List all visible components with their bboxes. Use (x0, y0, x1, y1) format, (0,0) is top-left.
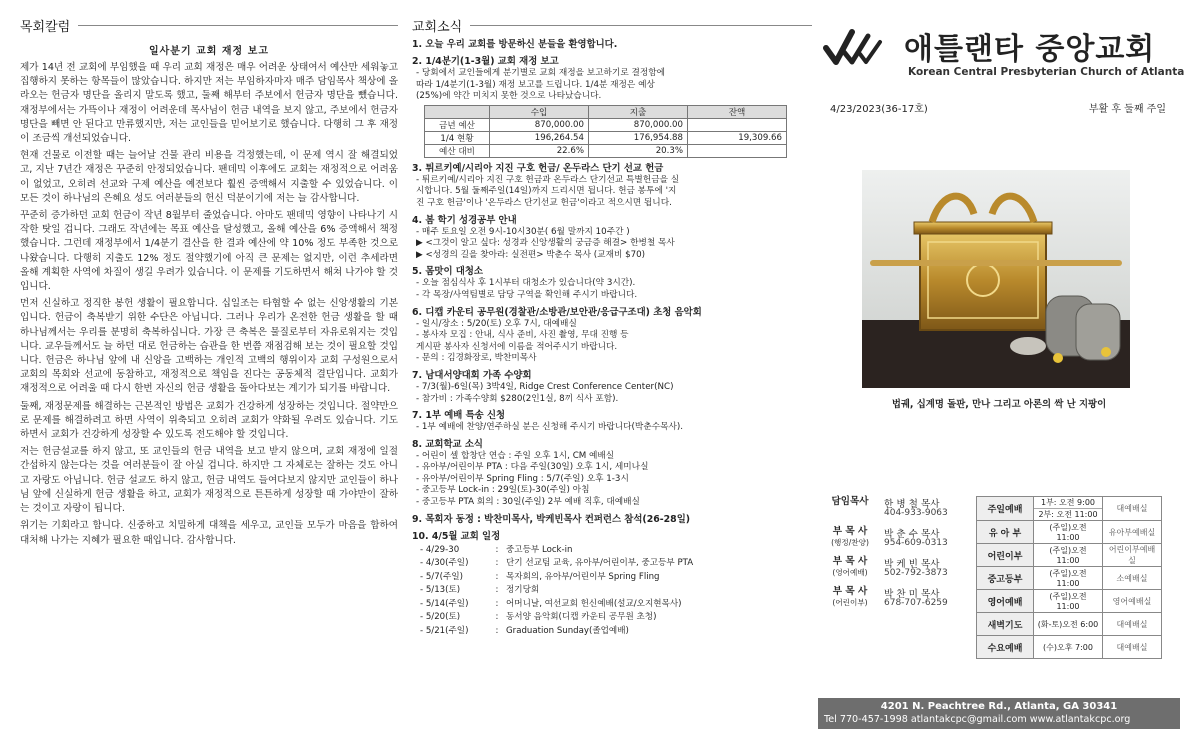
finance-cell (688, 118, 787, 131)
church-name-english: Korean Central Presbyterian Church of Atlanta (908, 66, 1185, 78)
news-item-line: - 유아부/어린이부 Spring Fling : 5/7(주일) 오후 1-3시 (416, 473, 629, 484)
worship-row (977, 544, 1162, 567)
staff-role-detail: (행정/찬양) (831, 538, 869, 547)
news-item-line: 시합니다. 5월 둘째주일(14일)까지 드리시면 됩니다. 헌금 봉투에 '지 (416, 186, 677, 197)
finance-table (424, 105, 787, 158)
finance-cell: 870,000.00 (589, 118, 688, 131)
schedule-event: 단기 선교팀 교육, 유아부/어린이부, 중고등부 PTA (506, 558, 694, 569)
schedule-event: 어머니날, 여선교회 헌신예배(설교/오지현목사) (506, 598, 682, 609)
worship-time: (주일)오전 11:00 (1034, 521, 1103, 544)
church-logo-icon (822, 26, 884, 70)
news-item-line: - 당회에서 교인들에게 분기별로 교회 재정을 보고하기로 결정함에 (416, 68, 666, 78)
finance-cell (688, 144, 787, 157)
news-item (412, 369, 812, 405)
church-info (818, 0, 1185, 729)
paragraph: 제가 14년 전 교회에 부임했을 때 우리 교회 재정은 매우 어려운 상태여서 예산만 세워놓고 집행하지 못하는 항목들이 많았습니다. 하지만 저는 부임하자마자 매주 담임목사 책상에 올라오는 헌금자 명단을 올리지 말도록 했고, 둘째 해부터 주보에서 헌금자 명단을 뺐습니다. 재정부에서는 가뜩이나 재정이 어려운데 목사님이 헌금 내역을 보지 않고, 주보에서 헌금자 명단을 빼면 안 된다고 만류했지만, 저는 교인들을 믿어보기로 했습니다. 다행히 그 후 재정이 조금씩 개선되었습니다. (20, 62, 398, 145)
news-item (412, 55, 812, 103)
worship-place: 대예배실 (1103, 636, 1162, 659)
header-rule (412, 25, 812, 26)
news-item-line: - 매주 토요일 오전 9시-10시30분( 6월 말까지 10주간 ) (416, 226, 630, 237)
worship-place: 유아부예배실 (1103, 521, 1162, 544)
news-item-line: 진 구호 헌금'이나 '온두라스 단기선교 헌금'이라고 적으시면 됩니다. (416, 197, 672, 208)
schedule-row (414, 612, 693, 624)
schedule-row (414, 572, 693, 584)
schedule-row (414, 585, 693, 597)
staff-phone: 678-707-6259 (884, 598, 948, 608)
schedule-separator: : (495, 598, 499, 609)
finance-cell: 19,309.66 (688, 131, 787, 144)
worship-row (977, 567, 1162, 590)
staff-phone: 502-792-3873 (884, 568, 948, 578)
staff-row (824, 526, 976, 556)
finance-cell: 176,954.88 (589, 131, 688, 144)
church-news-header (412, 16, 812, 34)
news-item (412, 306, 812, 365)
pastor-column-header (20, 16, 398, 34)
news-item-title: 7. 남대서양대회 가족 수양회 (412, 369, 532, 381)
news-item-title: 10. 4/5월 교회 일정 (412, 530, 501, 542)
worship-place: 소예배실 (1103, 567, 1162, 590)
schedule-date: - 4/29-30 (420, 544, 460, 555)
church-name-korean: 애틀랜타 중앙교회 (904, 32, 1156, 67)
news-item-title: 7. 1부 예배 특송 신청 (412, 410, 506, 422)
staff-role-title: 담임목사 (831, 496, 869, 507)
staff-row (824, 586, 976, 616)
news-item-line: - 중고등부 Lock-in : 29일(토)-30(주일) 아침 (416, 485, 590, 496)
news-item-title: 3. 튀르키예/시리아 지진 구호 헌금/ 온두라스 단기 선교 헌금 (412, 162, 664, 174)
schedule-date: - 5/20(토) (420, 612, 461, 623)
news-list-top (412, 38, 812, 103)
news-item-title: 5. 몸맛이 대청소 (412, 266, 483, 278)
schedule-row (414, 599, 693, 611)
worship-row (977, 613, 1162, 636)
staff-phone: 954-609-0313 (884, 538, 948, 548)
staff-name: 박 춘 수 목사 (884, 529, 940, 540)
paragraph: 현재 건물로 이전할 때는 늘어날 건물 관리 비용을 걱정했는데, 이 문제 역시 잘 해결되었고, 지난 7년간 재정은 꾸준히 안정되었습니다. 팬데믹 이후에도 교회는 재정적으로 어려움이 없었고, 오히려 선교와 구제 예산을 예전보다 훨씬 증액해서 지출할 수 있었습니다. 이 모든 것이 하나님의 은혜요 성도 여러분들의 헌신 덕분이기에 저는 늘 감사합니다. (20, 150, 398, 204)
staff-role-detail: (영어예배) (832, 568, 868, 577)
pastor-column-label: 목회칼럼 (20, 16, 78, 35)
news-item-title: 6. 디캡 카운티 공무원(경찰관/소방관/보안관/응급구조대) 초청 음악회 (412, 306, 702, 318)
news-item-line: - 문의 : 김경화장로, 박찬미목사 (416, 353, 537, 364)
worship-name: 유 아 부 (977, 521, 1034, 544)
worship-time: (화-토)오전 6:00 (1034, 613, 1103, 636)
finance-cell: 196,264.54 (490, 131, 589, 144)
news-item (412, 530, 812, 543)
finance-header-cell: 지출 (589, 105, 688, 118)
schedule-event: 목자회의, 유아부/어린이부 Spring Fling (506, 571, 660, 582)
worship-time-line: 2부: 오전 11:00 (1038, 510, 1098, 519)
schedule-row (414, 558, 693, 570)
worship-time: (주일)오전 11:00 (1034, 544, 1103, 567)
worship-row (977, 497, 1162, 521)
pastor-column (20, 0, 398, 551)
news-item-line: - 어린이 셀 합창단 연습 : 주일 오후 1시, CM 예배실 (416, 450, 615, 461)
pastor-column-body (20, 61, 398, 548)
news-item-line: - 1부 예배에 찬양/연주하실 분은 신청해 주시기 바랍니다(박춘수목사). (416, 422, 684, 433)
staff-role (824, 586, 876, 608)
news-item (412, 214, 812, 262)
news-item-line: - 봉사자 모집 : 안내, 식사 준비, 사진 촬영, 무대 진행 등 (416, 330, 629, 341)
staff-role-title: 부 목 사 (832, 526, 868, 537)
worship-time (1034, 497, 1103, 521)
schedule-event: 중고등부 Lock-in (506, 544, 573, 555)
news-item-line: - 각 목장/사역팀별로 담당 구역을 확인해 주시기 바랍니다. (416, 289, 638, 300)
worship-name: 수요예배 (977, 636, 1034, 659)
worship-time: (주일)오전 11:00 (1034, 567, 1103, 590)
staff-role (824, 496, 876, 507)
worship-schedule (976, 496, 1162, 659)
news-item-line: ▶ <성경의 길을 찾아라: 실전편> 박춘수 목사 (교재비 $70) (416, 249, 646, 260)
church-footer (818, 698, 1180, 729)
schedule-row (414, 545, 693, 557)
worship-place: 대예배실 (1103, 497, 1162, 521)
staff-role-detail: (어린이부) (832, 598, 868, 607)
schedule-date: - 5/14(주일) (420, 598, 469, 609)
staff-name: 한 병 철 목사 (884, 499, 940, 510)
paragraph: 먼저 신실하고 정직한 봉헌 생활이 필요합니다. 십일조는 타협할 수 없는 신앙생활의 기본입니다. 헌금이 축복받기 위한 수단은 아닙니다. 그러나 우리가 온전한 헌금 생활을 할 때 하나님께서는 우리를 분명히 축복하십니다. 가장 큰 축복은 물질로부터 자유로워지는 것입니다. 교우들께서도 늘 하던 대로 헌금하는 습관을 한 번쯤 재점검해 보는 것이 필요할 것입니다. 헌금은 하나님 앞에 내 신앙을 고백하는 개인적 고백의 행위이자 교회 구성원으로서 교회의 목회와 선교에 동참하고, 재정적으로 책임을 진다는 공동체적 결단입니다. 교회가 재정적으로 어려울 때 다시 한번 자신의 헌금 생활을 돌아다보는 계기가 되기를 바랍니다. (20, 298, 398, 395)
news-item-line: 게시판 봉사자 신청서에 이름을 적어주시기 바랍니다. (416, 341, 618, 352)
staff-name: 박 케 빈 목사 (884, 559, 940, 570)
finance-row (425, 118, 787, 131)
schedule-separator: : (495, 544, 499, 555)
church-news-label: 교회소식 (412, 16, 470, 35)
finance-cell: 예산 대비 (425, 144, 490, 157)
schedule-date: - 5/7(주일) (420, 571, 463, 582)
schedule-separator: : (495, 585, 499, 596)
finance-row (425, 131, 787, 144)
news-item-title: 2. 1/4분기(1-3월) 교회 재정 보고 (412, 56, 559, 67)
news-list (412, 162, 812, 543)
finance-cell: 1/4 현황 (425, 131, 490, 144)
worship-row (977, 521, 1162, 544)
news-item-line: - 참가비 : 가족수양회 $280(2인1실, 8끼 식사 포함). (416, 393, 619, 404)
schedule-separator: : (495, 571, 499, 582)
church-news (412, 0, 812, 639)
worship-place: 영어예배실 (1103, 590, 1162, 613)
news-item-title: 9. 목회자 동정 : 박찬미목사, 박케빈목사 컨퍼런스 참석(26-28일) (412, 513, 691, 525)
finance-cell: 금년 예산 (425, 118, 490, 131)
church-address: 4201 N. Peachtree Rd., Atlanta, GA 30341 (880, 701, 1118, 712)
schedule-separator: : (495, 625, 499, 636)
news-item (412, 409, 812, 434)
news-item-line: - 튀르키예/시리아 지진 구호 헌금과 온두라스 단기선교 특별헌금을 실 (416, 174, 680, 185)
finance-header-row (425, 105, 787, 118)
photo-caption: 법궤, 십계명 돌판, 만나 그리고 아론의 싹 난 지팡이 (891, 399, 1107, 410)
worship-name: 어린이부 (977, 544, 1034, 567)
news-item (412, 162, 812, 210)
news-item-line: ▶ <그것이 알고 싶다: 성경과 신앙생활의 궁금증 해결> 한병철 목사 (416, 238, 675, 249)
news-item-line: (25%)에 약간 미치지 못한 것으로 나타났습니다. (416, 91, 602, 102)
worship-time: (주일)오전 11:00 (1034, 590, 1103, 613)
worship-place: 어린이부예배실 (1103, 544, 1162, 567)
news-item (412, 513, 812, 526)
news-item-line: - 중고등부 PTA 회의 : 30일(주일) 2부 예배 직후, 대예배실 (416, 497, 640, 508)
news-item (412, 438, 812, 509)
paragraph: 위기는 기회라고 합니다. 신중하고 치밀하게 대책을 세우고, 교인들 모두가 마음을 합하여 대처해 나가는 지혜가 필요한 때입니다. 감사합니다. (20, 520, 398, 546)
schedule-event: 정기당회 (506, 585, 540, 596)
schedule-date: - 4/30(주일) (420, 558, 469, 569)
finance-cell: 22.6% (490, 144, 589, 157)
schedule-row (414, 626, 693, 638)
finance-row (425, 144, 787, 157)
staff-phone: 404-933-9063 (884, 508, 948, 518)
schedule-separator: : (495, 612, 499, 623)
schedule-event: Graduation Sunday(졸업예배) (506, 625, 629, 636)
news-item-line: 따라 1/4분기(1-3월) 재정 보고를 드립니다. 1/4분 재정은 예상 (416, 79, 655, 90)
news-item-line: - 일시/장소 : 5/20(토) 오후 7시, 대예배실 (416, 318, 577, 329)
news-item-title: 4. 봄 학기 성경공부 안내 (412, 214, 517, 226)
news-item-title: 8. 교회학교 소식 (412, 438, 483, 450)
worship-name: 주일예배 (977, 497, 1034, 521)
worship-name: 새벽기도 (977, 613, 1034, 636)
staff-list (824, 496, 976, 616)
finance-cell: 20.3% (589, 144, 688, 157)
worship-time-line: 1부: 오전 9:00 (1034, 497, 1102, 509)
news-item-line: - 유아부/어린이부 PTA : 다음 주일(30일) 오후 1시, 세미나실 (416, 462, 649, 473)
news-item-line: - 오늘 점심식사 후 1시부터 대청소가 있습니다(약 3시간). (416, 278, 636, 289)
staff-role-title: 부 목 사 (832, 586, 868, 597)
finance-header-cell (425, 105, 490, 118)
liturgical-sunday: 부활 후 둘째 주일 (1088, 104, 1166, 115)
staff-role-title: 부 목 사 (832, 556, 868, 567)
ark-photo (862, 170, 1130, 388)
news-item (412, 38, 812, 51)
worship-name: 영어예배 (977, 590, 1034, 613)
staff-row (824, 496, 976, 526)
finance-header-cell: 수입 (490, 105, 589, 118)
paragraph: 저는 헌금설교를 하지 않고, 또 교인들의 헌금 내역을 보고 받지 않으며, 교회 재정에 일절 간섭하지 않는다는 것을 여러분들이 잘 아실 겁니다. 하지만 그 자체로는 잘하는 것도 아니고 자랑도 아닙니다. 헌금 설교도 하지 않고, 헌금 내역도 들여다보지 않지만 교인들이 하나님 앞에 신실하게 헌금 생활을 하고, 교회가 재정적으로 튼튼하게 성장할 때 가야만이 잘하는 것이고 자랑이 됩니다. (20, 446, 398, 515)
schedule-separator: : (495, 558, 499, 569)
worship-time: (수)오후 7:00 (1034, 636, 1103, 659)
issue-row (830, 100, 1170, 115)
staff-name: 박 찬 미 목사 (884, 589, 940, 600)
pastor-column-title: 일사분기 교회 재정 보고 (148, 46, 270, 57)
schedule-table (412, 543, 695, 640)
finance-header-cell: 잔액 (688, 105, 787, 118)
finance-cell: 870,000.00 (490, 118, 589, 131)
news-item-title: 1. 오늘 우리 교회를 방문하신 분들을 환영합니다. (412, 39, 618, 50)
schedule-date: - 5/13(토) (420, 585, 461, 596)
worship-row (977, 636, 1162, 659)
staff-row (824, 556, 976, 586)
schedule-date: - 5/21(주일) (420, 625, 469, 636)
worship-row (977, 590, 1162, 613)
news-item (412, 265, 812, 301)
news-item-line: - 7/3(월)-6일(목) 3박4일, Ridge Crest Conference Center(NC) (416, 381, 674, 392)
worship-name: 중고등부 (977, 567, 1034, 590)
paragraph: 둘째, 재정문제를 해결하는 근본적인 방법은 교회가 건강하게 성장하는 것입니다. 절약만으로 문제를 해결하려고 하면 사역이 위축되고 오히려 교회가 약화될 우려도 있습니다. 기도하면서 교회가 건강하게 성장할 수 있도록 전도해야 할 것입니다. (20, 400, 398, 441)
schedule-event: 동서양 음악회(디캡 카운티 공무원 초청) (506, 612, 657, 623)
paragraph: 꾸준히 증가하던 교회 헌금이 작년 8월부터 줄었습니다. 아마도 팬데믹 영향이 나타나기 시작한 탓일 겁니다. 그래도 작년에는 목표 예산을 달성했고, 올해 예산을 6% 증액해서 책정했습니다. 그런데 재정부에서 1/4분기 결산을 한 결과 예산에 약 10% 정도 부족한 것으로 나왔습니다. 다행히 지출도 12% 정도 절약했기에 아직 큰 문제는 없지만, 이런 추세라면 올해 계획한 사역에 차질이 생길 우려가 있습니다. 이 문제를 기도하면서 해쳐 나가야 할 것입니다. (20, 210, 398, 293)
worship-place: 대예배실 (1103, 613, 1162, 636)
staff-role (824, 526, 876, 548)
church-contact: Tel 770-457-1998 atlantakcpc@gmail.com www.atlantakcpc.org (824, 714, 1131, 725)
staff-role (824, 556, 876, 578)
church-logo (822, 22, 1185, 82)
issue-date: 4/23/2023(36-17호) (830, 104, 928, 115)
